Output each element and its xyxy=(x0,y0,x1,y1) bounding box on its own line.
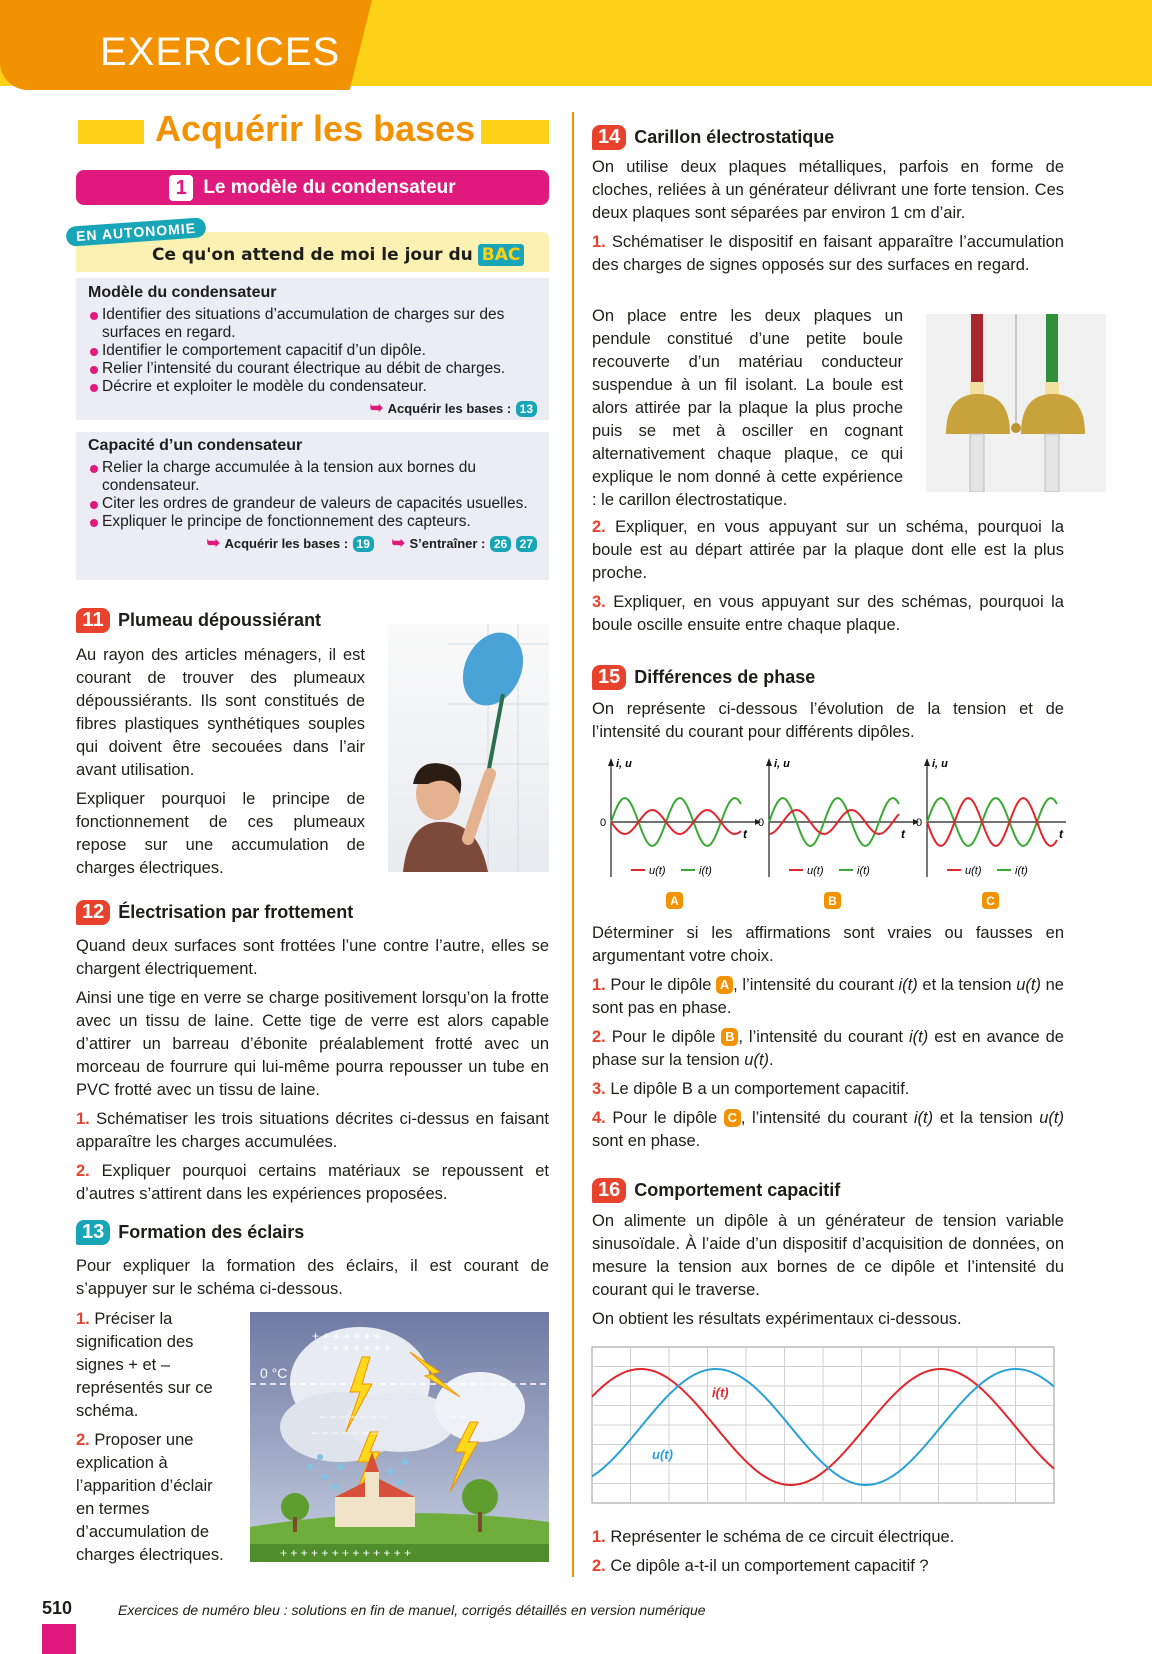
ex14-q1-text: Schématiser le dispositif en faisant apparaître l’accumulation des charges de signes opposés sur des surfaces en regard. xyxy=(592,233,1064,274)
ex16-header xyxy=(592,1178,840,1203)
ex16-p1: On alimente un dipôle à un générateur de tension variable sinusoïdale. À l’aide d’un dispositif d’acquisition de données, on mesure la tension aux bornes de ce dipôle et l’intensité du courant qui le traverse. xyxy=(592,1212,1064,1299)
ex14-text xyxy=(592,156,1064,277)
autonomy-headline xyxy=(152,244,524,266)
ex16-q2 xyxy=(592,1555,1064,1578)
ex12-q1 xyxy=(76,1108,549,1154)
column-divider xyxy=(572,112,574,1577)
ex14-q3-text: Expliquer, en vous appuyant sur des schémas, pourquoi la boule oscille ensuite entre chaque plaque. xyxy=(592,593,1064,634)
carillon-photo xyxy=(926,314,1106,492)
ex15-q1-e: u(t) xyxy=(1016,976,1041,994)
ex15-q1-c: i(t) xyxy=(898,976,918,994)
ex14-text-3 xyxy=(592,516,1064,637)
ex14-q2 xyxy=(592,516,1064,585)
section-title: Acquérir les bases xyxy=(155,108,476,149)
autonomy-block-2 xyxy=(76,432,549,580)
page-number: 510 xyxy=(42,1598,73,1618)
dipole-label: A xyxy=(716,976,733,994)
ex13-q1 xyxy=(76,1308,226,1423)
ex15-q2-d: est en avance de phase sur la tension xyxy=(592,1028,1064,1069)
ex14-header xyxy=(592,125,834,150)
label-i: i(t) xyxy=(712,1385,729,1400)
ex16-text xyxy=(592,1210,1064,1331)
block1-title: Modèle du condensateur xyxy=(88,284,277,301)
ex15-q2-num: 2. xyxy=(592,1028,606,1046)
ex13-q2-num: 2. xyxy=(76,1431,90,1449)
ex12-q1-num: 1. xyxy=(76,1110,90,1128)
ex15-q1-num: 1. xyxy=(592,976,606,994)
autonomy-block-1 xyxy=(76,278,549,420)
section-bar-right xyxy=(481,120,549,144)
arrow-icon xyxy=(766,758,772,766)
ex15-q2-e: u(t) xyxy=(744,1051,770,1069)
ex14-q1 xyxy=(592,231,1064,277)
ex13-number: 13 xyxy=(76,1220,110,1245)
ex11-title: Plumeau dépoussiérant xyxy=(118,610,322,630)
arrow-icon: ➥ xyxy=(206,535,221,552)
ref-chip[interactable]: 27 xyxy=(516,536,537,552)
duster-woman-illustration xyxy=(388,624,549,872)
block2-item: Expliquer le principe de fonctionnement des capteurs. xyxy=(88,513,537,531)
block1-item: Identifier le comportement capacitif d’un dipôle. xyxy=(88,342,537,360)
ex13-q1-num: 1. xyxy=(76,1310,90,1328)
phase-graphs-svg xyxy=(586,752,1066,912)
ex15-q4-f: sont en phase. xyxy=(592,1132,701,1150)
panel-label: C xyxy=(986,894,995,908)
block1-item: Relier l’intensité du courant électrique au débit de charges. xyxy=(88,360,537,378)
legend-u: u(t) xyxy=(649,865,666,877)
ex13-p1: Pour expliquer la formation des éclairs, il est courant de s’appuyer sur le schéma ci-dessous. xyxy=(76,1257,549,1298)
axis-label-x: t xyxy=(1059,827,1063,841)
ex13-q2 xyxy=(76,1429,226,1567)
phase-graphs xyxy=(586,752,1066,912)
ex11-p1: Au rayon des articles ménagers, il est courant de trouver des plumeaux dépoussiérants. Ils sont constitués de fibres plastiques synthétiques souples qui doivent être secouées dans l’air avant utilisation. xyxy=(76,646,365,779)
plus-row-top: + + + + + + + xyxy=(312,1329,382,1343)
ex14-title: Carillon électrostatique xyxy=(634,127,835,147)
ex15-q4-d: et la tension xyxy=(939,1109,1033,1127)
ex15-q1-d: et la tension xyxy=(922,976,1012,994)
ref-chip[interactable]: 26 xyxy=(490,536,511,552)
block1-ref-label: Acquérir les bases : xyxy=(387,401,512,416)
axis-label-y: i, u xyxy=(774,758,790,770)
ex15-text xyxy=(592,922,1064,1153)
ex16-number: 16 xyxy=(592,1178,626,1203)
ex16-questions xyxy=(592,1526,1064,1578)
ref-chip[interactable]: 13 xyxy=(516,401,537,417)
ex12-q2-num: 2. xyxy=(76,1162,90,1180)
minus-small: – – xyxy=(450,1409,467,1423)
legend-u: u(t) xyxy=(965,865,982,877)
origin-label: 0 xyxy=(758,817,765,829)
header-title: EXERCICES xyxy=(100,30,341,74)
ex15-q1-a: Pour le dipôle xyxy=(610,976,712,994)
axis-label-y: i, u xyxy=(616,758,632,770)
ex14-q3-num: 3. xyxy=(592,593,606,611)
ex16-q2-num: 2. xyxy=(592,1557,606,1575)
ex15-p1: On représente ci-dessous l’évolution de la tension et de l’intensité du courant pour différents dipôles. xyxy=(592,700,1064,741)
chapter-banner xyxy=(76,170,549,205)
footer-note: Exercices de numéro bleu : solutions en fin de manuel, corrigés détaillés en version numérique xyxy=(118,1602,706,1618)
ex11-text xyxy=(76,644,365,880)
block2-ref1-label: Acquérir les bases : xyxy=(224,536,349,551)
origin-label: 0 xyxy=(916,817,923,829)
temp-label: 0 °C xyxy=(260,1365,288,1381)
panel-label: A xyxy=(670,894,679,908)
carillon-illustration xyxy=(926,314,1106,492)
ex15-intro xyxy=(592,698,1064,744)
ex12-number: 12 xyxy=(76,900,110,925)
axis-label-x: t xyxy=(901,827,905,841)
ex14-text-2 xyxy=(592,305,903,512)
ex11-p2: Expliquer pourquoi le principe de fonctionnement de ces plumeaux repose sur une accumulation de charges électriques. xyxy=(76,790,365,877)
section-bar-left xyxy=(78,120,144,144)
ex12-p1: Quand deux surfaces sont frottées l’une contre l’autre, elles se chargent électriquement. xyxy=(76,937,549,978)
ex16-q2-text: Ce dipôle a-t-il un comportement capacitif ? xyxy=(610,1557,929,1575)
ex12-text xyxy=(76,935,549,1206)
ex14-q2-num: 2. xyxy=(592,518,606,536)
ex15-q4-num: 4. xyxy=(592,1109,606,1127)
footer-magenta-mark xyxy=(42,1624,76,1654)
block2-ref2-label: S’entraîner : xyxy=(409,536,486,551)
chapter-number: 1 xyxy=(169,175,193,201)
bac-badge: BAC xyxy=(478,244,525,266)
ex15-header xyxy=(592,665,815,690)
ex13-header xyxy=(76,1220,304,1245)
legend-i: i(t) xyxy=(857,865,870,877)
legend-u: u(t) xyxy=(807,865,824,877)
origin-label: 0 xyxy=(600,817,607,829)
ex11-photo xyxy=(388,624,549,872)
block1-item: Identifier des situations d’accumulation de charges sur des surfaces en regard. xyxy=(88,306,537,342)
ex15-q2-a: Pour le dipôle xyxy=(611,1028,716,1046)
ex15-q2-b: , l’intensité du courant xyxy=(738,1028,903,1046)
block2-title: Capacité d’un condensateur xyxy=(88,437,303,454)
ex13-questions xyxy=(76,1308,226,1567)
block1-ref xyxy=(88,398,537,418)
ex15-q1-b: , l’intensité du courant xyxy=(733,976,894,994)
ex15-q4-b: , l’intensité du courant xyxy=(740,1109,908,1127)
ex15-number: 15 xyxy=(592,665,626,690)
axis-label-y: i, u xyxy=(932,758,948,770)
legend-i: i(t) xyxy=(1015,865,1028,877)
dipole-label: B xyxy=(721,1028,738,1046)
ex11-number: 11 xyxy=(76,608,110,633)
ex15-q4-e: u(t) xyxy=(1039,1109,1064,1127)
ex13-title: Formation des éclairs xyxy=(118,1222,305,1242)
legend-i: i(t) xyxy=(699,865,712,877)
ex12-p2: Ainsi une tige en verre se charge positivement lorsqu’on la frotte avec un tissu de laine. Cette tige de verre est alors capable d’attirer un barreau d’ébonite préalablement frotté avec un morceau de fourrure qui lui-même pourra repousser un tube en PVC frotté avec un tissu de laine. xyxy=(76,989,549,1099)
ex16-q1 xyxy=(592,1526,1064,1549)
ex15-q3-text: Le dipôle B a un comportement capacitif. xyxy=(610,1080,910,1098)
ex15-q4-c: i(t) xyxy=(913,1109,934,1127)
block2-ref xyxy=(88,533,537,553)
panel-label: B xyxy=(828,894,837,908)
minus-row-1: – – – – – – – xyxy=(320,1409,387,1423)
ex16-title: Comportement capacitif xyxy=(634,1180,841,1200)
ex13-q1-text: Préciser la signification des signes + et – représentés sur ce schéma. xyxy=(76,1310,213,1420)
ex12-q1-text: Schématiser les trois situations décrites ci-dessus en faisant apparaître les charges accumulées. xyxy=(76,1110,549,1151)
ex14-q2-text: Expliquer, en vous appuyant sur un schéma, pourquoi la boule est au départ attirée par la plaque dont elle est la plus proche. xyxy=(592,518,1064,582)
axis-label-x: t xyxy=(743,827,747,841)
arrow-icon xyxy=(924,758,930,766)
lightning-figure xyxy=(250,1312,549,1562)
lightning-diagram xyxy=(250,1312,549,1562)
ex13-intro xyxy=(76,1255,549,1301)
dipole-label: C xyxy=(724,1109,741,1127)
ground-plus: + + + + + + + + + + + + + xyxy=(280,1546,412,1560)
ex14-q1-num: 1. xyxy=(592,233,606,251)
ex16-q1-text: Représenter le schéma de ce circuit électrique. xyxy=(610,1528,955,1546)
autonomy-tag: EN AUTONOMIE xyxy=(65,217,206,247)
ex15-q2-f: . xyxy=(769,1051,774,1069)
block2-item: Citer les ordres de grandeur de valeurs de capacités usuelles. xyxy=(88,495,537,513)
ex15-p2: Déterminer si les affirmations sont vraies ou fausses en argumentant votre choix. xyxy=(592,924,1064,965)
ex12-header xyxy=(76,900,353,925)
autonomy-headline-text: Ce qu'on attend de moi le jour du xyxy=(152,245,473,265)
ref-chip[interactable]: 19 xyxy=(353,536,374,552)
ex14-p1: On utilise deux plaques métalliques, parfois en forme de cloches, reliées à un générateur délivrant une forte tension. Ces deux plaques sont séparées par environ 1 cm d’air. xyxy=(592,158,1064,222)
ex12-title: Électrisation par frottement xyxy=(118,902,354,922)
ex14-number: 14 xyxy=(592,125,626,150)
ex15-q3-num: 3. xyxy=(592,1080,606,1098)
arrow-icon: ➥ xyxy=(369,400,384,417)
ex12-q2-text: Expliquer pourquoi certains matériaux se repoussent et d’autres s’attirent dans les expériences proposées. xyxy=(76,1162,549,1203)
ex15-q4 xyxy=(592,1107,1064,1153)
capacitive-graph-svg xyxy=(590,1345,1056,1505)
ex15-q4-a: Pour le dipôle xyxy=(612,1109,718,1127)
block2-item: Relier la charge accumulée à la tension aux bornes du condensateur. xyxy=(88,459,537,495)
ex15-q2 xyxy=(592,1026,1064,1072)
label-u: u(t) xyxy=(652,1447,673,1462)
chapter-title: Le modèle du condensateur xyxy=(203,176,456,198)
ex16-q1-num: 1. xyxy=(592,1528,606,1546)
minus-row-2: – – – – – – – xyxy=(312,1425,379,1439)
ex12-q2 xyxy=(76,1160,549,1206)
ex15-q1 xyxy=(592,974,1064,1020)
arrow-icon: ➥ xyxy=(391,535,406,552)
ex15-q1-f: ne sont pas en phase. xyxy=(592,976,1064,1017)
ex14-p2: On place entre les deux plaques un pendule constitué d’une petite boule recouverte d’un matériau conducteur suspendue à un fil isolant. La boule est alors attirée par la plaque la plus proche puis se met à osciller en cognant alternativement chaque plaque, ce qui explique le nom donné à cette expérience : le carillon électrostatique. xyxy=(592,307,903,509)
ex13-q2-text: Proposer une explication à l’apparition d’éclair en termes d’accumulation de charges électriques. xyxy=(76,1431,224,1564)
ex15-title: Différences de phase xyxy=(634,667,816,687)
arrow-icon xyxy=(608,758,614,766)
ex15-q2-c: i(t) xyxy=(908,1028,929,1046)
ex11-header xyxy=(76,608,321,633)
ex14-q3 xyxy=(592,591,1064,637)
plus-row-top-2: + + + + + + + xyxy=(322,1341,392,1355)
block1-item: Décrire et exploiter le modèle du condensateur. xyxy=(88,378,537,396)
ex16-p2: On obtient les résultats expérimentaux ci-dessous. xyxy=(592,1310,962,1328)
capacitive-graph xyxy=(590,1345,1056,1505)
ex15-q3 xyxy=(592,1078,1064,1101)
